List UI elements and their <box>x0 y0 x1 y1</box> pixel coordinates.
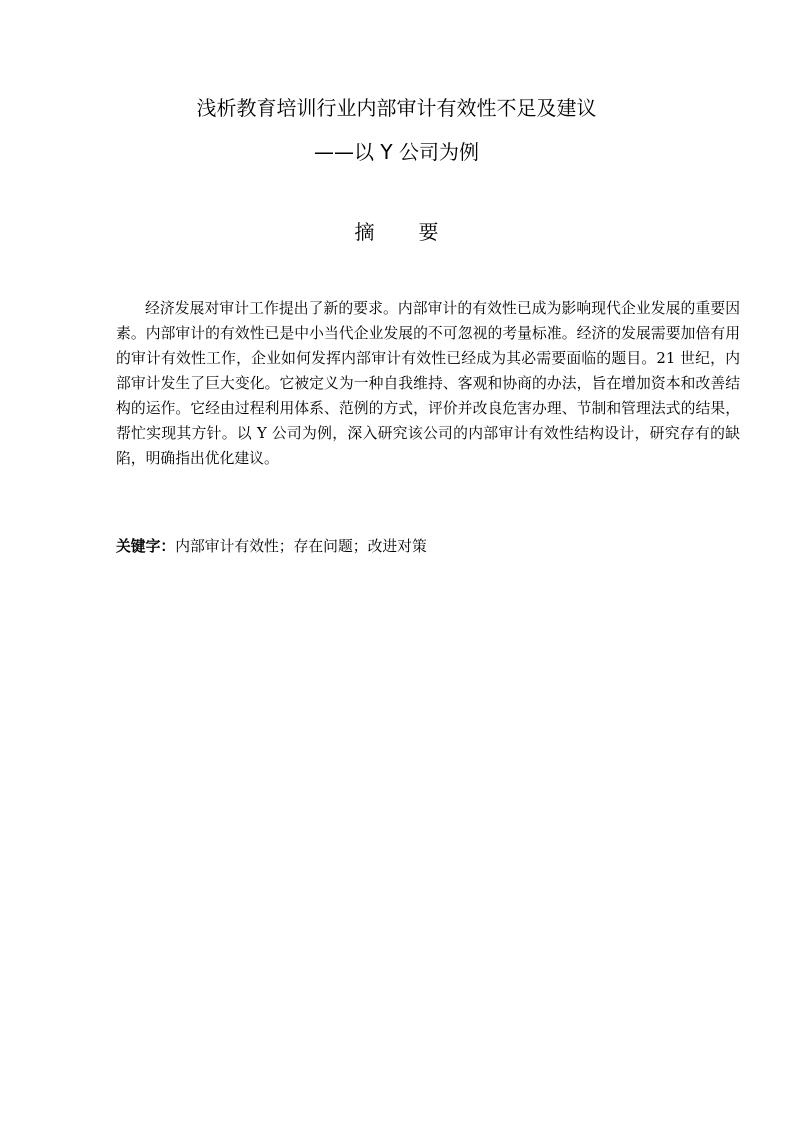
abstract-heading-right: 要 <box>418 220 439 244</box>
abstract-paragraph: 经济发展对审计工作提出了新的要求。内部审计的有效性已成为影响现代企业发展的重要因素。内部审计的有效性已是中小当代企业发展的不可忽视的考量标准。经济的发展需要加倍有用的审计有效性工作，企业如何发挥内部审计有效性已经成为其必需要面临的题目。21 世纪，内部审计发生了巨大变化。它被定义为一种自我维持、客观和协商的办法，旨在增加资本和改善结构的运作。它经由过程利用体系、范例的方式，评价并改良危害办理、节制和管理法式的结果，帮忙实现其方针。以 Y 公司为例，深入研究该公司的内部审计有效性结构设计，研究存有的缺陷，明确指出优化建议。 <box>116 300 740 467</box>
document-title: 浅析教育培训行业内部审计有效性不足及建议 <box>196 96 597 120</box>
abstract-heading-left: 摘 <box>354 220 375 244</box>
abstract-heading <box>0 218 793 246</box>
keywords-value: 内部审计有效性；存在问题；改进对策 <box>175 538 427 555</box>
keywords-label: 关键字： <box>116 538 176 555</box>
keywords-line <box>116 536 740 558</box>
document-subtitle: ——以 Y 公司为例 <box>314 140 479 164</box>
